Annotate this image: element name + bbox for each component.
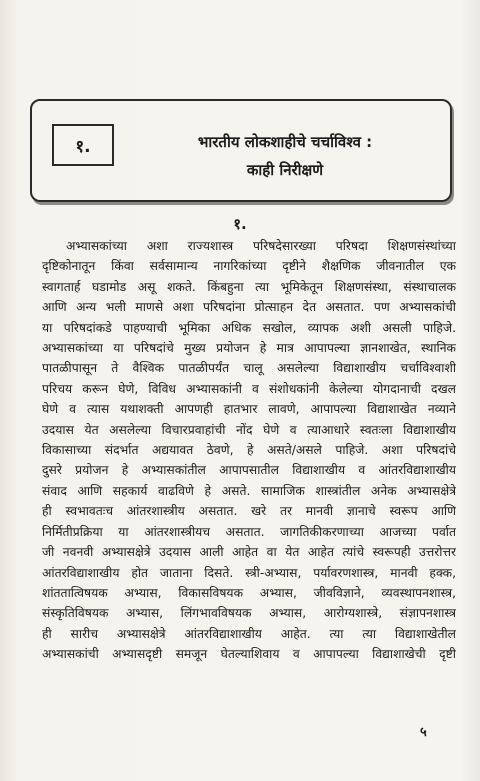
chapter-title-line-2: काही निरीक्षणे [246, 161, 324, 179]
text-line: या परिषदांकडे पाहण्याची भूमिका अधिक सखोल, व्यापक अशी असली पाहिजे. [42, 320, 456, 335]
text-line: स्वागतार्ह घडामोड असू शकते. किंबहुना त्या भूमिकेतून शिक्षणसंस्था, संस्थाचालक [42, 279, 456, 294]
chapter-number-box [52, 124, 114, 166]
text-line: विकासाच्या संदर्भात अद्ययावत ठेवणे, हे असते/असले पाहिजे. अशा परिषदांचे [42, 443, 456, 458]
text-line: संवाद आणि सहकार्य वाढविणे हे असते. सामाजिक शास्त्रांतील अनेक अभ्यासक्षेत्रे [42, 483, 456, 498]
chapter-title [125, 128, 445, 184]
text-line: पातळीपासून ते वैश्विक पातळीपर्यंत चालू असलेल्या विद्याशाखीय चर्चाविश्वाशी [42, 361, 456, 376]
text-line: उदयास येत असलेल्या विचारप्रवाहांची नोंद घेणे व त्याआधारे स्वतःला विद्याशाखीय [42, 422, 456, 437]
text-line: ही सारीच अभ्यासक्षेत्रे आंतरविद्याशाखीय आहेत. त्या त्या विद्याशाखेतील [42, 626, 456, 641]
body-paragraph [42, 236, 456, 665]
text-line: जी नवनवी अभ्यासक्षेत्रे उदयास आली आहेत वा येत आहेत त्यांचे स्वरूपही उत्तरोत्तर [42, 545, 456, 560]
text-line: घेणे व त्यास यथाशक्ती आपणही हातभार लावणे, आपापल्या विद्याशाखेत नव्याने [42, 402, 456, 417]
chapter-title-line-1: भारतीय लोकशाहीचे चर्चाविश्व : [197, 133, 373, 151]
text-line: ही स्वभावतःच आंतरशास्त्रीय असतात. खरे तर मानवी ज्ञानाचे स्वरूप आणि [42, 504, 456, 519]
text-line: दुसरे प्रयोजन हे अभ्यासकांतील आपापसातील विद्याशाखीय व आंतरविद्याशाखीय [42, 463, 456, 478]
chapter-number: १. [75, 136, 91, 157]
text-line: अभ्यासकांच्या अशा राज्यशास्त्र परिषदेसारख्या परिषदा शिक्षणसंस्थांच्या [66, 239, 456, 253]
text-line: दृष्टिकोनातून किंवा सर्वसामान्य नागरिकांच्या दृष्टीने शैक्षणिक जीवनातील एक [42, 259, 456, 274]
text-line: संस्कृतिविषयक अभ्यास, लिंगभावविषयक अभ्यास, आरोग्यशास्त्रे, संज्ञापनशास्त्र [42, 606, 456, 621]
text-line: आंतरविद्याशाखीय होत जाताना दिसते. स्त्री-अभ्यास, पर्यावरणशास्त्र, मानवी हक्क, [42, 565, 456, 580]
text-line: परिचय करून घेणे, विविध अभ्यासकांनी व संशोधकांनी केलेल्या योगदानाची दखल [42, 381, 456, 396]
text-line: अभ्यासकांची अभ्यासदृष्टी समजून घेतल्याशिवाय व आपापल्या विद्याशाखेची दृष्टी [42, 647, 456, 662]
text-line: आणि अन्य भली माणसे अशा परिषदांना प्रोत्साहन देत असतात. पण अभ्यासकांची [42, 300, 456, 315]
text-line: शांततात्विषयक अभ्यास, विकासविषयक अभ्यास, जीवविज्ञाने, व्यवस्थापनशास्त्र, [42, 585, 456, 600]
text-line: निर्मितीप्रक्रिया या आंतरशास्त्रीयच असतात. जागतिकीकरणाच्या आजच्या पर्वात [42, 524, 456, 539]
section-number: १. [233, 215, 247, 233]
page-number: ५ [420, 725, 427, 740]
text-line: अभ्यासकांच्या या परिषदांचे मुख्य प्रयोजन हे मात्र आपापल्या ज्ञानशाखेत, स्थानिक [42, 341, 456, 356]
